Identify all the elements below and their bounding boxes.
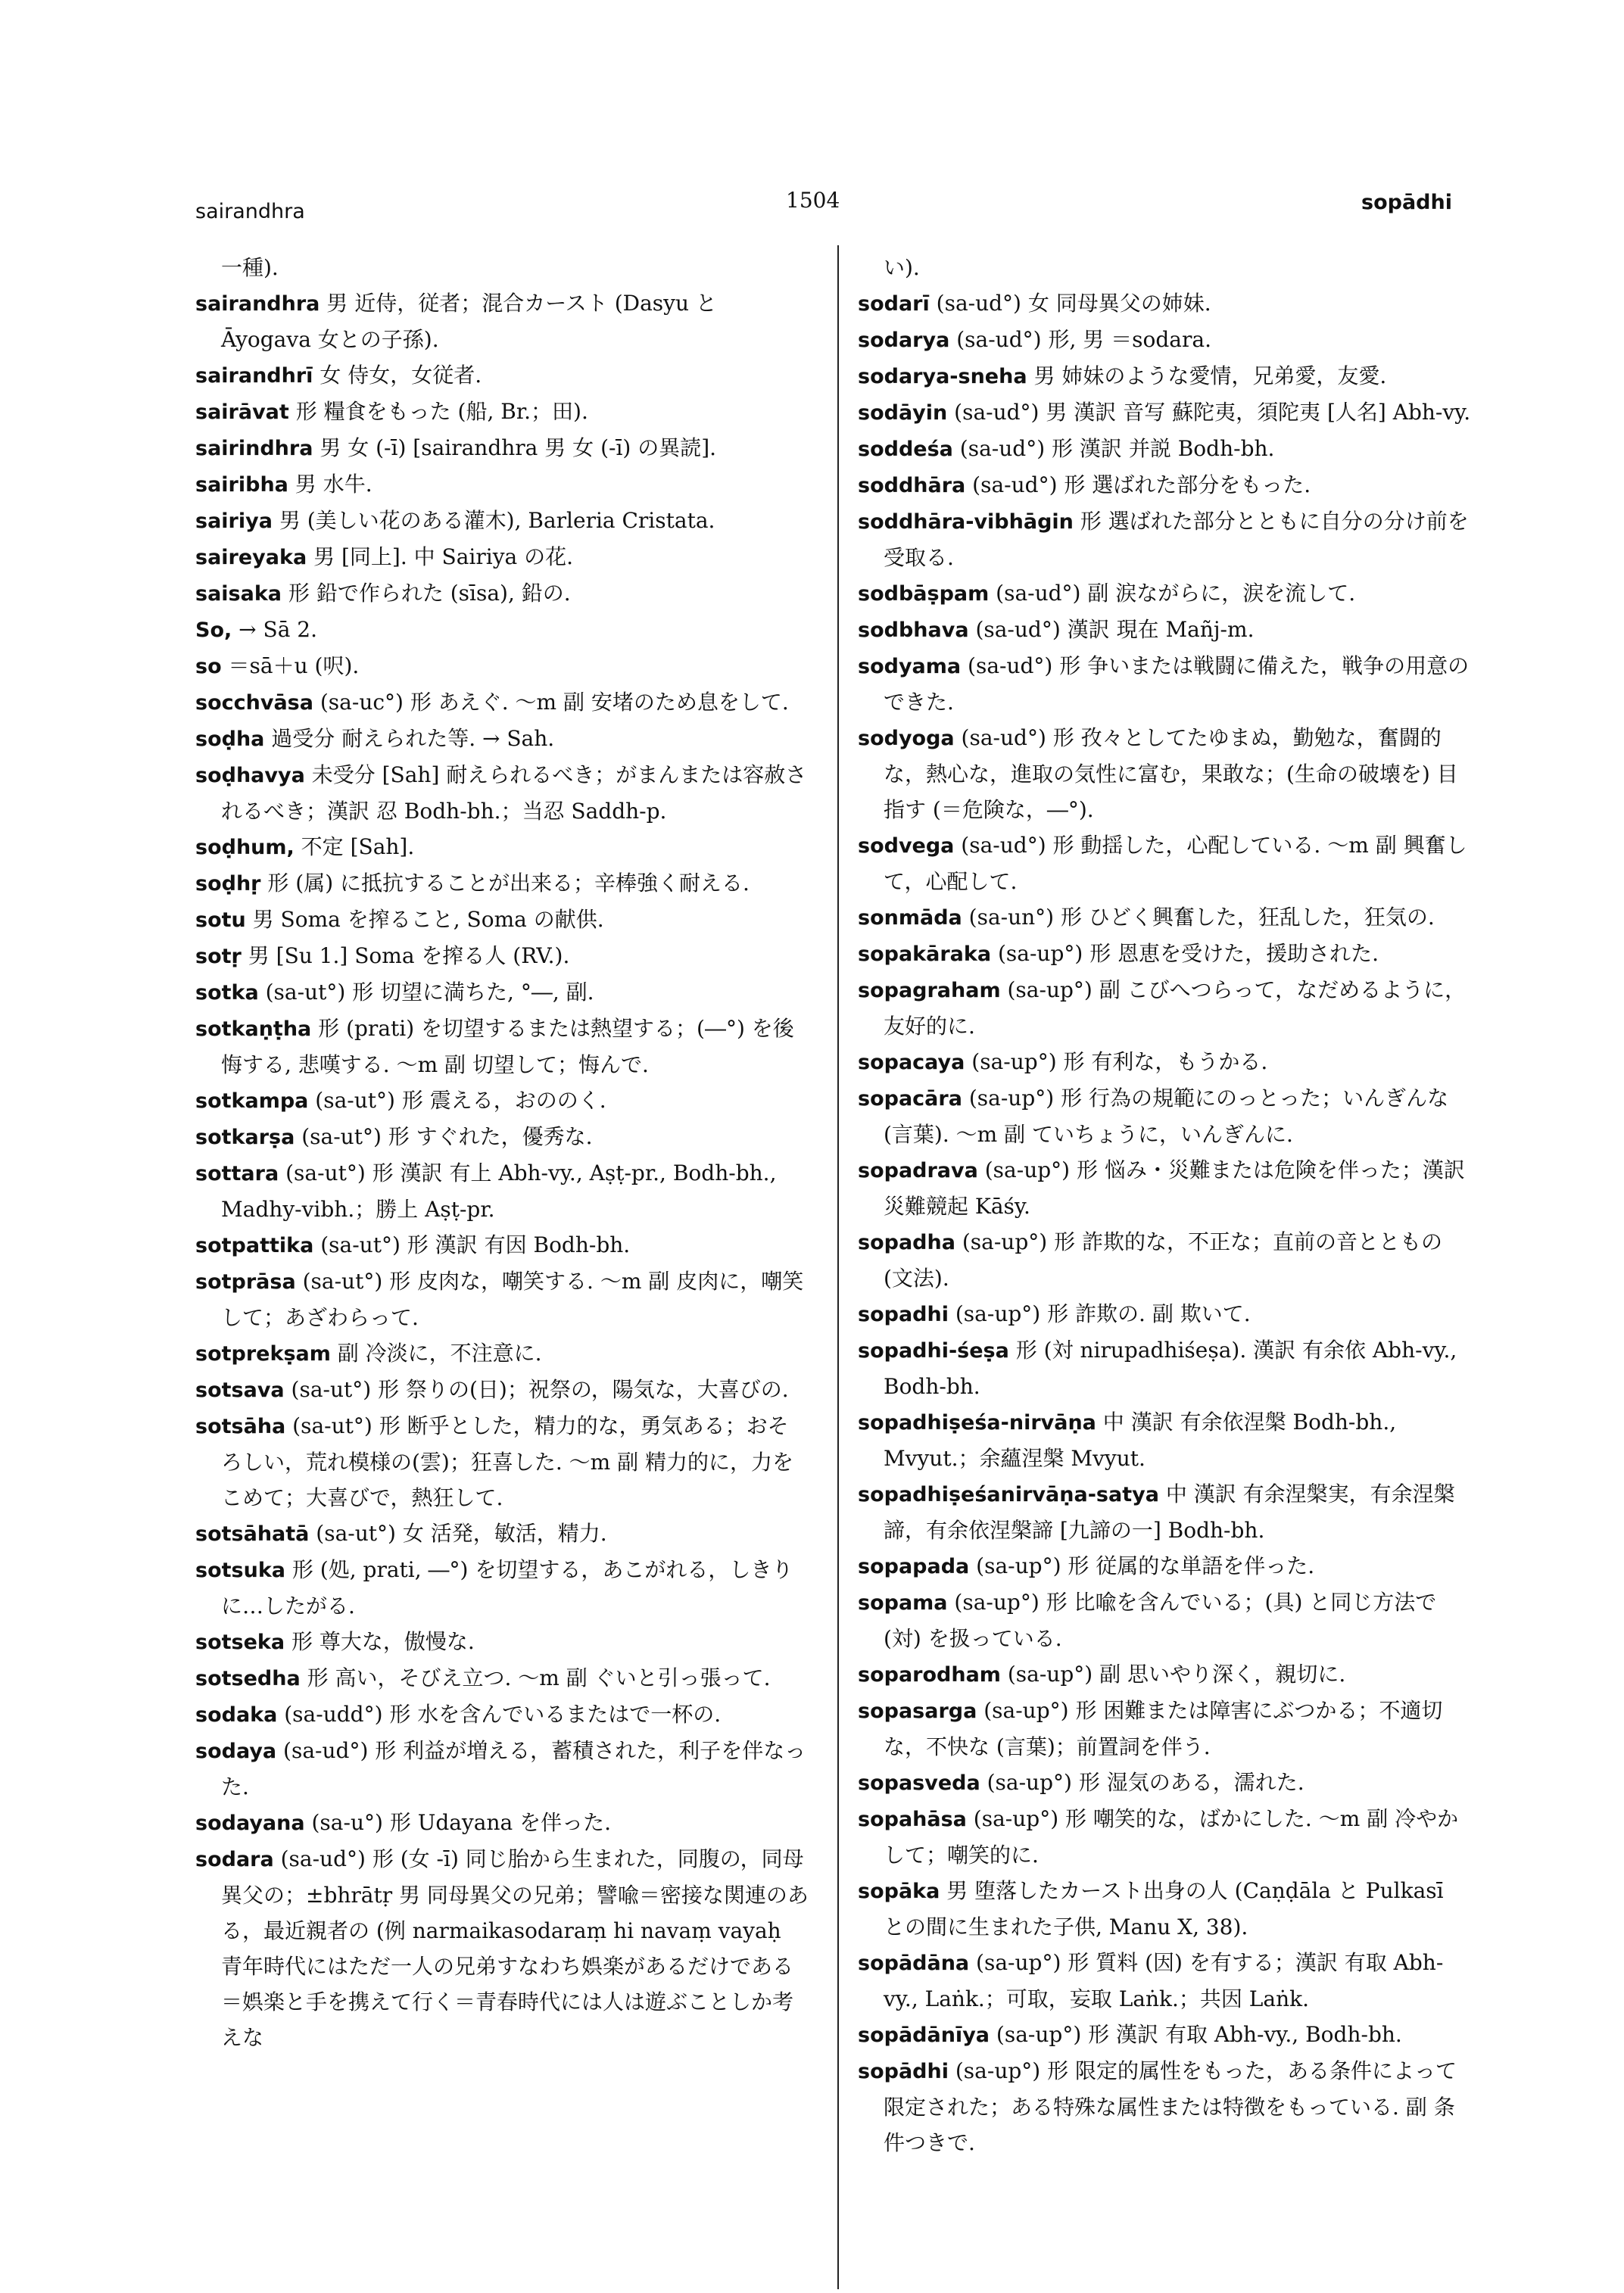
dictionary-entry	[195, 1552, 809, 1624]
entry-definition: 男 [Su 1.] Soma を搾る人 (RV.).	[241, 943, 570, 968]
entry-definition: (sa-up°) 形 限定的属性をもった，ある条件によって限定された；ある特殊な属性または特徴をもっている. 副 条件つきで.	[884, 2058, 1457, 2155]
entry-definition: ＝sā＋u (呎).	[221, 653, 360, 678]
entry-definition: (sa-ud°) 形 選ばれた部分をもった.	[965, 472, 1311, 497]
entry-definition: (sa-up°) 形 詐欺的な，不正な；直前の音とともの (文法).	[884, 1229, 1442, 1291]
entry-headword: sotsedha	[195, 1667, 301, 1690]
entry-definition: (sa-ud°) 形 争いまたは戦闘に備えた，戦争の用意のできた.	[884, 653, 1470, 715]
dictionary-entry	[195, 684, 809, 721]
entry-definition: (sa-ud°) 形, 男 ＝sodara.	[949, 327, 1211, 352]
entry-definition: 男 Soma を搾ること, Soma の献供.	[245, 907, 604, 932]
entry-headword: sotṛ	[195, 945, 242, 968]
dictionary-entry	[195, 1805, 809, 1841]
entry-definition: (sa-ud°) 漢訳 現在 Mañj-m.	[968, 617, 1255, 642]
entry-headword: sopapada	[858, 1555, 970, 1578]
dictionary-entry	[858, 1476, 1471, 1548]
dictionary-entry	[195, 865, 809, 902]
entry-headword: sairandhra	[195, 292, 320, 316]
entry-headword: sairandhrī	[195, 364, 313, 388]
dictionary-entry	[858, 2017, 1471, 2053]
dictionary-entry	[858, 285, 1471, 322]
dictionary-entry	[858, 2053, 1471, 2161]
dictionary-entry	[858, 1152, 1471, 1224]
left-continuation: 一種).	[221, 255, 279, 280]
entry-definition: (sa-up°) 副 こびへつらって，なだめるように，友好的に.	[884, 977, 1467, 1039]
entry-definition: (sa-ud°) 形 動揺した，心配している. ～m 副 興奮して，心配して.	[884, 833, 1467, 894]
dictionary-entry	[195, 357, 809, 394]
entry-definition: (sa-up°) 形 詐欺の. 副 欺いて.	[948, 1301, 1251, 1326]
entry-definition: 女 侍女，女従者.	[313, 363, 482, 388]
entry-headword: sopadha	[858, 1231, 955, 1254]
dictionary-entry	[858, 1945, 1471, 2017]
dictionary-entry	[195, 757, 809, 829]
entry-definition: (sa-ut°) 形 切望に満ちた, °―, 副.	[258, 980, 594, 1005]
dictionary-entry	[195, 1119, 809, 1155]
entry-definition: (sa-up°) 形 漢訳 有取 Abh-vy., Bodh-bh.	[990, 2022, 1402, 2047]
entry-definition: 不定 [Sah].	[294, 834, 415, 859]
dictionary-entry	[858, 1801, 1471, 1873]
dictionary-entry	[858, 358, 1471, 394]
entry-headword: sottara	[195, 1162, 279, 1185]
right-column	[858, 250, 1471, 2161]
dictionary-entry	[195, 938, 809, 974]
entry-definition: 副 冷淡に，不注意に.	[330, 1341, 542, 1366]
dictionary-entry	[858, 503, 1471, 575]
dictionary-entry	[858, 1693, 1471, 1765]
entry-definition: (sa-up°) 形 従属的な単語を伴った.	[969, 1553, 1315, 1578]
entry-headword: sopacāra	[858, 1087, 962, 1111]
entry-definition: (sa-ud°) 男 漢訳 音写 蘇陀夷，須陀夷 [人名] Abh-vy.	[947, 400, 1471, 425]
dictionary-entry	[195, 829, 809, 865]
dictionary-entry	[195, 503, 809, 539]
entry-definition: (sa-up°) 形 質料 (因) を有する；漢訳 有取 Abh-vy., Laṅk.；可取，妄取 Laṅk.；共因 Laṅk.	[884, 1950, 1444, 2011]
entry-definition: (sa-ut°) 形 漢訳 有上 Abh-vy., Aṣṭ-pr., Bodh-bh., Madhy-vibh.；勝上 Aṣṭ-pr.	[221, 1161, 777, 1222]
entry-definition: 過受分 耐えられた等. → Sah.	[264, 726, 555, 751]
dictionary-entry	[858, 936, 1471, 972]
entry-headword: sopadhiṣeśa-nirvāṇa	[858, 1411, 1096, 1435]
entry-headword: sopāka	[858, 1880, 940, 1903]
entry-headword: soddhāra	[858, 474, 966, 497]
entry-headword: soddeśa	[858, 438, 953, 461]
entry-headword: sodaya	[195, 1740, 277, 1763]
entry-definition: 男 (美しい花のある灌木), Barleria Cristata.	[272, 508, 715, 533]
entry-headword: soparodham	[858, 1663, 1001, 1687]
entry-headword: sodara	[195, 1848, 274, 1871]
dictionary-entry	[858, 720, 1471, 827]
dictionary-entry	[858, 1332, 1471, 1404]
entry-definition: (sa-up°) 形 比喩を含んでいる；(具) と同じ方法で (対) を扱っている.	[884, 1590, 1437, 1651]
entry-headword: sodvega	[858, 834, 955, 858]
entry-headword: sodarya-sneha	[858, 365, 1027, 388]
entry-headword: sopahāsa	[858, 1808, 967, 1831]
dictionary-entry	[195, 648, 809, 684]
entry-headword: sodarī	[858, 292, 930, 316]
dictionary-entry	[195, 466, 809, 503]
entry-definition: (sa-ud°) 女 同母異父の姉妹.	[929, 291, 1211, 316]
column-divider	[837, 245, 839, 2289]
page-header	[195, 188, 1452, 233]
entry-headword: sotseka	[195, 1631, 285, 1654]
entry-definition: (sa-up°) 形 悩み・災難または危険を伴った；漢訳 災難競起 Kāśy.	[884, 1157, 1465, 1219]
entry-headword: sotprekṣam	[195, 1342, 331, 1366]
entry-definition: (sa-un°) 形 ひどく興奮した，狂乱した，狂気の.	[962, 905, 1435, 930]
entry-headword: sopadhiṣeśanirvāṇa-satya	[858, 1483, 1159, 1506]
entry-headword: sopasarga	[858, 1699, 977, 1723]
entry-headword: sotsāha	[195, 1415, 286, 1438]
entry-definition: 中 漢訳 有余依涅槃 Bodh-bh., Mvyut.；余蘊涅槃 Mvyut.	[884, 1410, 1397, 1471]
entry-definition: 形 選ばれた部分とともに自分の分け前を受取る.	[884, 509, 1469, 570]
left-guide-word: sairandhra	[195, 200, 305, 223]
dictionary-entry	[195, 1227, 809, 1263]
entry-definition: (sa-up°) 副 思いやり深く，親切に.	[1000, 1662, 1346, 1687]
entry-definition: 未受分 [Sah] 耐えられるべき；がまんまたは容赦されるべき；漢訳 忍 Bodh-bh.；当忍 Saddh-p.	[221, 762, 807, 824]
entry-definition: (sa-uc°) 形 あえぐ. ～m 副 安堵のため息をして.	[313, 690, 789, 715]
entry-headword: sopama	[858, 1591, 948, 1615]
dictionary-entry	[195, 1372, 809, 1408]
dictionary-entry	[195, 1516, 809, 1552]
dictionary-entry	[858, 1873, 1471, 1945]
entry-definition: → Sā 2.	[232, 617, 318, 642]
dictionary-entry	[858, 612, 1471, 648]
dictionary-entry	[195, 974, 809, 1011]
entry-headword: sairibha	[195, 473, 288, 497]
entry-definition: (sa-u°) 形 Udayana を伴った.	[304, 1810, 611, 1835]
dictionary-entry	[195, 539, 809, 575]
dictionary-entry	[195, 1155, 809, 1227]
dictionary-entry	[858, 322, 1471, 358]
entry-definition: (sa-ud°) 形 孜々としてたゆまぬ，勤勉な，奮闘的な，熱心な，進取の気性に富む，果敢な；(生命の破壊を) 目指す (＝危険な，―°).	[884, 725, 1458, 822]
entry-headword: sairindhra	[195, 437, 313, 460]
entry-headword: so	[195, 655, 222, 678]
entry-definition: 男 [同上]. 中 Sairiya の花.	[307, 544, 574, 569]
entry-definition: (sa-up°) 形 恩恵を受けた，援助された.	[991, 941, 1379, 966]
entry-definition: 形 糧食をもった (船, Br.；田).	[288, 399, 588, 424]
entry-definition: 男 水牛.	[288, 472, 372, 497]
dictionary-entry	[195, 285, 809, 357]
page-number: 1504	[786, 188, 840, 213]
entry-headword: sotsava	[195, 1379, 285, 1402]
dictionary-entry	[858, 1656, 1471, 1693]
entry-definition: 形 (属) に抵抗することが出来る；辛棒強く耐える.	[260, 871, 750, 896]
dictionary-entry	[858, 394, 1471, 431]
entry-definition: (sa-ut°) 形 断乎とした，精力的な，勇気ある；おそろしい，荒れ模様の(雲)；狂喜した. ～m 副 精力的に，力をこめて；大喜びで，熱狂して.	[221, 1413, 794, 1510]
entry-headword: sodyama	[858, 655, 962, 678]
dictionary-entry	[195, 902, 809, 938]
entry-headword: So,	[195, 618, 232, 642]
entry-headword: sotka	[195, 981, 259, 1005]
entry-headword: socchvāsa	[195, 691, 313, 715]
dictionary-entry	[195, 1660, 809, 1696]
entry-headword: sodayana	[195, 1812, 305, 1835]
entry-headword: sairiya	[195, 509, 273, 533]
entry-definition: 男 姉妹のような愛情，兄弟愛，友愛.	[1027, 363, 1387, 388]
entry-definition: 男 女 (-ī) [sairandhra 男 女 (-ī) の異読].	[313, 435, 717, 460]
entry-headword: sopadrava	[858, 1159, 978, 1182]
entry-headword: sopakāraka	[858, 942, 992, 966]
entry-definition: (sa-up°) 形 嘲笑的な，ばかにした. ～m 副 冷やかして；嘲笑的に.	[884, 1806, 1459, 1868]
dictionary-entry	[858, 1296, 1471, 1332]
entry-definition: (sa-ud°) 形 (女 -ī) 同じ胎から生まれた，同腹の，同母異父の；±bhrātṛ 男 同母異父の兄弟；譬喩＝密接な関連のある，最近親者の (例 narmaikasodaraṃ hi navaṃ vayaḥ 青年時代にはただ一人の兄弟すなわち娯楽があるだけである＝娯楽と手を携えて行く＝青春時代には人は遊ぶことしか考えな	[221, 1846, 809, 2050]
entry-headword: sotkampa	[195, 1089, 309, 1113]
entry-headword: soddhāra-vibhāgin	[858, 510, 1074, 534]
entry-definition: 形 (処, prati, ―°) を切望する，あこがれる，しきりに…したがる.	[221, 1557, 793, 1618]
dictionary-entry	[195, 1011, 809, 1083]
entry-headword: saireyaka	[195, 546, 307, 569]
entry-headword: soḍha	[195, 727, 265, 751]
entry-definition: 中 漢訳 有余涅槃実，有余涅槃諦，有余依涅槃諦 [九諦の一] Bodh-bh.	[884, 1481, 1455, 1543]
entry-headword: sopadhi	[858, 1303, 949, 1326]
dictionary-entry	[195, 575, 809, 612]
dictionary-entry	[195, 612, 809, 648]
entry-headword: sodbhava	[858, 618, 969, 642]
entry-definition: (sa-ut°) 形 皮肉な，嘲笑する. ～m 副 皮肉に，嘲笑して；あざわらって.	[221, 1269, 804, 1330]
dictionary-entry	[195, 1263, 809, 1335]
dictionary-entry	[858, 1224, 1471, 1296]
entry-headword: sotsuka	[195, 1559, 285, 1582]
dictionary-entry	[195, 1696, 809, 1733]
entry-definition: 男 堕落したカースト出身の人 (Caṇḍāla と Pulkasī との間に生まれた子供, Manu X, 38).	[884, 1878, 1444, 1939]
entry-definition: (sa-up°) 形 有利な，もうかる.	[965, 1049, 1268, 1074]
entry-headword: sopādhi	[858, 2060, 949, 2083]
dictionary-entry	[195, 394, 809, 430]
dictionary-entry	[195, 1408, 809, 1516]
dictionary-entry	[858, 431, 1471, 467]
entry-headword: sairāvat	[195, 400, 289, 424]
dictionary-entry	[195, 1335, 809, 1372]
entry-definition: 男 近侍，従者；混合カースト (Dasyu と Āyogava 女との子孫).	[221, 291, 717, 352]
dictionary-entry	[195, 1733, 809, 1805]
entry-definition: (sa-ut°) 女 活発，敏活，精力.	[309, 1521, 607, 1546]
entry-definition: (sa-ud°) 形 漢訳 并説 Bodh-bh.	[952, 436, 1275, 461]
entry-headword: sotkarṣa	[195, 1126, 295, 1149]
dictionary-entry	[195, 1083, 809, 1119]
entry-headword: soḍhum,	[195, 836, 295, 859]
entry-headword: sopagraham	[858, 979, 1001, 1002]
right-guide-word: sopādhi	[1361, 191, 1452, 214]
dictionary-entry	[858, 1404, 1471, 1476]
entry-definition: 形 高い，そびえ立つ. ～m 副 ぐいと引っ張って.	[300, 1665, 771, 1690]
entry-headword: sopasveda	[858, 1771, 980, 1795]
right-continuation: い).	[884, 255, 920, 280]
entry-headword: soḍhavya	[195, 764, 305, 787]
dictionary-entry	[195, 721, 809, 757]
entry-definition: (sa-ut°) 形 すぐれた，優秀な.	[295, 1124, 593, 1149]
entry-definition: (sa-ut°) 形 震える，おののく.	[308, 1088, 606, 1113]
entry-headword: sonmāda	[858, 906, 962, 930]
entry-definition: (sa-up°) 形 湿気のある，濡れた.	[980, 1770, 1304, 1795]
entry-definition: (sa-ut°) 形 漢訳 有因 Bodh-bh.	[313, 1232, 631, 1257]
entry-headword: sotprāsa	[195, 1270, 296, 1294]
entry-headword: soḍhṛ	[195, 872, 261, 896]
entry-definition: (sa-ud°) 副 涙ながらに，涙を流して.	[989, 581, 1356, 606]
entry-headword: sodarya	[858, 329, 950, 352]
dictionary-entry	[858, 575, 1471, 612]
dictionary-entry	[858, 972, 1471, 1044]
entry-headword: sopacaya	[858, 1051, 965, 1074]
entry-definition: 形 尊大な，傲慢な.	[285, 1629, 475, 1654]
dictionary-entry	[858, 1765, 1471, 1801]
left-column	[195, 250, 809, 2055]
dictionary-entry	[858, 467, 1471, 503]
dictionary-entry	[858, 648, 1471, 720]
dictionary-entry	[858, 827, 1471, 899]
dictionary-entry	[858, 1548, 1471, 1584]
entry-definition: (sa-ud°) 形 利益が増える，蓄積された，利子を伴なった.	[221, 1738, 806, 1799]
entry-definition: (sa-udd°) 形 水を含んでいるまたはで一杯の.	[277, 1702, 722, 1727]
entry-headword: sodyoga	[858, 727, 955, 750]
entry-headword: sopadhi-śeṣa	[858, 1339, 1009, 1363]
dictionary-entry	[858, 899, 1471, 936]
entry-headword: sotu	[195, 908, 246, 932]
entry-definition: (sa-up°) 形 行為の規範にのっとった；いんぎんな (言葉). ～m 副 ていちょうに，いんぎんに.	[884, 1086, 1449, 1147]
entry-headword: sotsāhatā	[195, 1522, 310, 1546]
dictionary-entry	[858, 1080, 1471, 1152]
entry-headword: sotkaṇṭha	[195, 1017, 312, 1041]
dictionary-entry	[858, 1584, 1471, 1656]
entry-headword: sopādāna	[858, 1952, 970, 1975]
entry-definition: 形 (prati) を切望するまたは熱望する；(―°) を後悔する, 悲嘆する. ～m 副 切望して；悔んで.	[221, 1016, 794, 1077]
dictionary-entry	[195, 430, 809, 466]
dictionary-entry	[195, 1624, 809, 1660]
entry-definition: 形 鉛で作られた (sīsa), 鉛の.	[282, 581, 571, 606]
entry-definition: 形 (対 nirupadhiśeṣa). 漢訳 有余依 Abh-vy., Bodh-bh.	[884, 1338, 1457, 1399]
entry-headword: sodaka	[195, 1703, 278, 1727]
entry-definition: (sa-ut°) 形 祭りの(日)；祝祭の，陽気な，大喜びの.	[284, 1377, 789, 1402]
dictionary-entry	[858, 1044, 1471, 1080]
entry-headword: saisaka	[195, 582, 282, 606]
entry-definition: (sa-up°) 形 困難または障害にぶつかる；不適切な，不快な (言葉)；前置詞を伴う.	[884, 1698, 1443, 1759]
dictionary-entry	[195, 1841, 809, 2055]
entry-headword: sopādānīya	[858, 2024, 990, 2047]
entry-headword: sodbāṣpam	[858, 582, 990, 606]
entry-headword: sodāyin	[858, 401, 948, 425]
entry-headword: sotpattika	[195, 1234, 314, 1257]
